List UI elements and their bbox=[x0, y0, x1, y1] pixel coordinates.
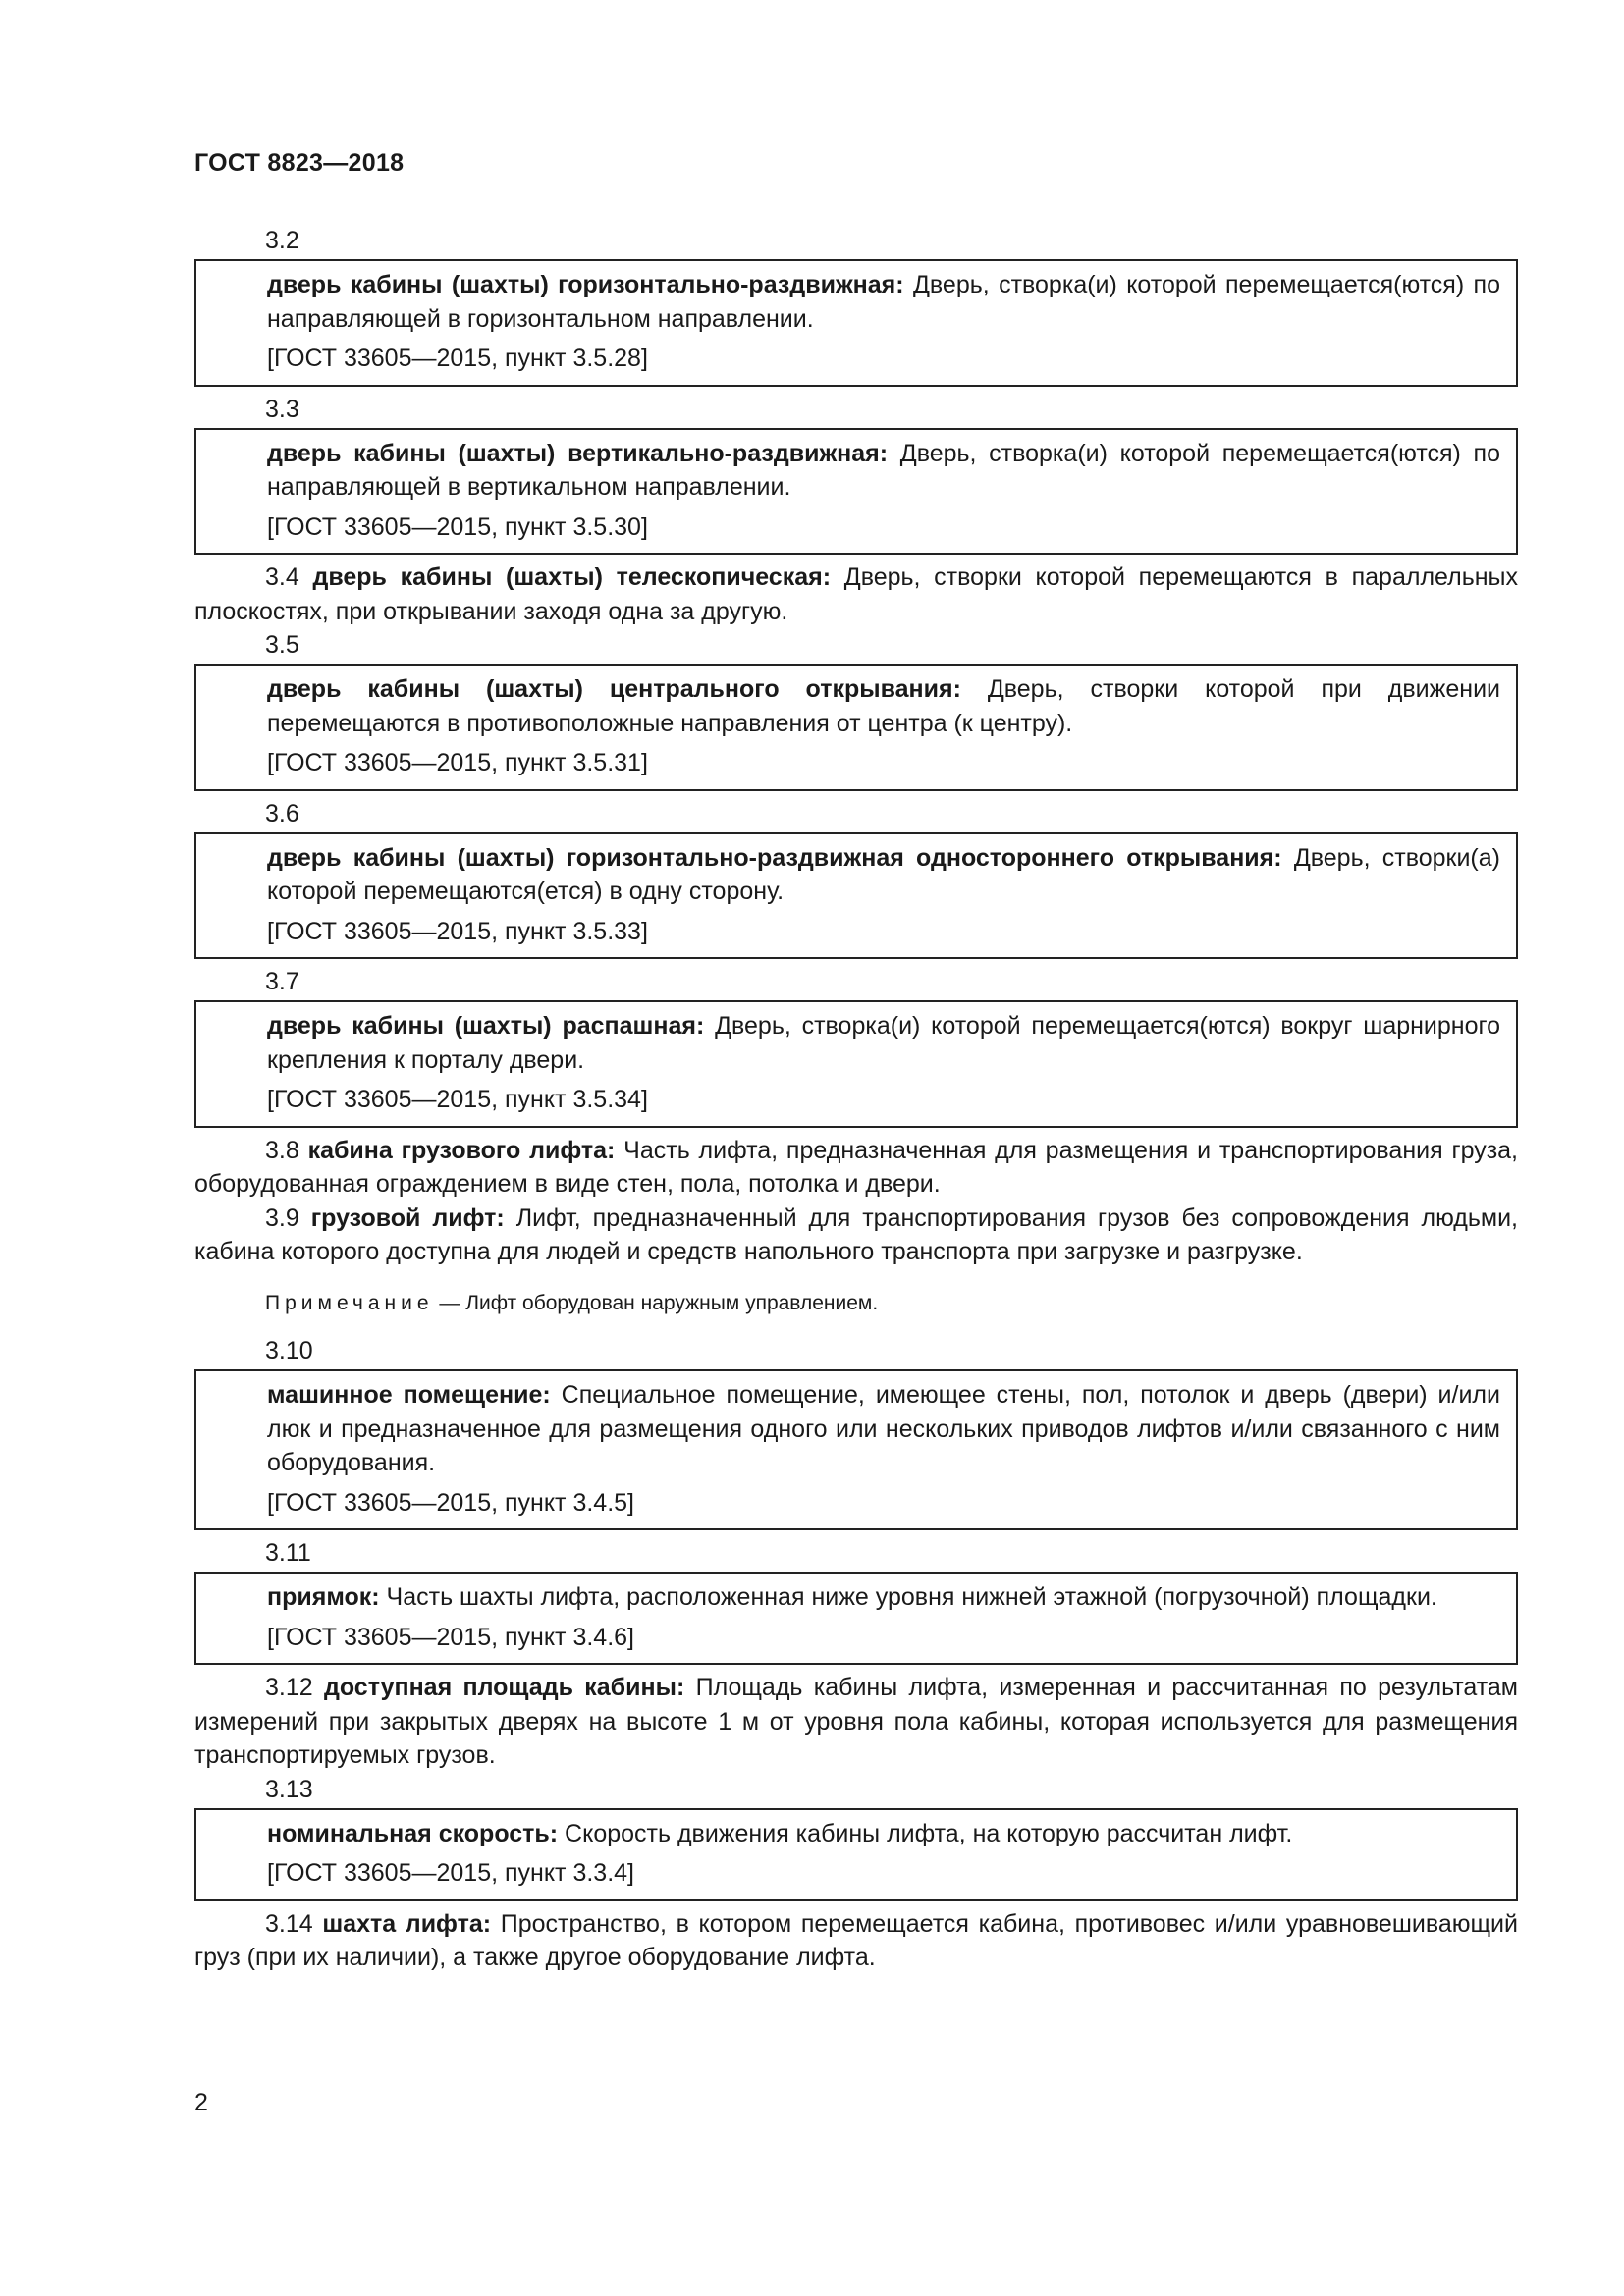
definition: Часть лифта, предназначенная для размещения и транспортирования груза, оборудованная ограждением в виде стен, пола, потолка и двери. bbox=[194, 1136, 1519, 1198]
paragraph-3-4 bbox=[194, 561, 1518, 628]
definition: Скорость движения кабины лифта, на которую рассчитан лифт. bbox=[558, 1819, 1293, 1847]
definition-text bbox=[267, 1378, 1500, 1480]
page-number: 2 bbox=[194, 2089, 208, 2116]
source-reference: [ГОСТ 33605—2015, пункт 3.5.30] bbox=[267, 512, 648, 541]
entry-number: 3.12 bbox=[265, 1674, 324, 1701]
term: шахта лифта: bbox=[322, 1909, 492, 1938]
entry-number: 3.14 bbox=[265, 1909, 323, 1938]
definition-box-3-5 bbox=[194, 664, 1518, 791]
definition-text bbox=[267, 672, 1500, 740]
definition: Дверь, створка(и) которой перемещается(ются) вокруг шарнирного крепления к порталу двери. bbox=[267, 1012, 1500, 1074]
definition-box-3-7 bbox=[194, 1000, 1518, 1128]
definition: Лифт, предназначенный для транспортирования грузов без сопровождения людьми, кабина которого доступна для людей и средств напольного транспорта при загрузке и разгрузке. bbox=[194, 1203, 1518, 1265]
entry-number: 3.8 bbox=[265, 1136, 308, 1164]
definition-text bbox=[267, 437, 1500, 505]
page-content bbox=[194, 224, 1518, 1975]
term: дверь кабины (шахты) распашная: bbox=[267, 1012, 705, 1040]
entry-number: 3.9 bbox=[265, 1203, 311, 1232]
entry-number: 3.10 bbox=[265, 1337, 313, 1364]
term: дверь кабины (шахты) горизонтально-раздвижная: bbox=[267, 271, 904, 298]
paragraph-3-12 bbox=[194, 1671, 1518, 1773]
source-reference: [ГОСТ 33605—2015, пункт 3.5.33] bbox=[267, 917, 648, 945]
note-3-9 bbox=[265, 1287, 1518, 1321]
definition-text bbox=[267, 1817, 1500, 1851]
definition-text bbox=[267, 841, 1500, 909]
entry-number: 3.11 bbox=[265, 1539, 311, 1567]
entry-number: 3.13 bbox=[265, 1775, 313, 1803]
note-text: — Лифт оборудован наружным управлением. bbox=[433, 1291, 879, 1314]
document-header: ГОСТ 8823—2018 bbox=[194, 149, 405, 177]
entry-number: 3.2 bbox=[265, 227, 299, 254]
term: дверь кабины (шахты) вертикально-раздвижная: bbox=[267, 439, 889, 467]
term: дверь кабины (шахты) телескопическая: bbox=[312, 563, 832, 591]
term: машинное помещение: bbox=[267, 1381, 551, 1409]
term: приямок: bbox=[267, 1583, 380, 1611]
definition-text bbox=[267, 268, 1500, 336]
note-label: Примечание bbox=[265, 1291, 434, 1314]
term: доступная площадь кабины: bbox=[323, 1674, 685, 1701]
definition: Дверь, створки(а) которой перемещаются(ется) в одну сторону. bbox=[267, 843, 1500, 905]
definition: Дверь, створки которой при движении перемещаются в противоположные направления от центра (к центру). bbox=[267, 675, 1501, 737]
entry-number: 3.3 bbox=[265, 395, 299, 423]
definition-box-3-3 bbox=[194, 428, 1518, 556]
definition-box-3-2 bbox=[194, 259, 1518, 387]
definition: Часть шахты лифта, расположенная ниже уровня нижней этажной (погрузочной) площадки. bbox=[379, 1583, 1437, 1611]
definition: Дверь, створки которой перемещаются в параллельных плоскостях, при открывании заходя одна за другую. bbox=[194, 563, 1518, 625]
paragraph-3-9 bbox=[194, 1201, 1518, 1269]
entry-number: 3.5 bbox=[265, 631, 299, 659]
term: номинальная скорость: bbox=[267, 1819, 559, 1847]
source-reference: [ГОСТ 33605—2015, пункт 3.5.28] bbox=[267, 345, 648, 372]
definition-box-3-13 bbox=[194, 1808, 1518, 1901]
term: грузовой лифт: bbox=[310, 1203, 505, 1232]
term: дверь кабины (шахты) центрального открывания: bbox=[267, 675, 961, 703]
source-reference: [ГОСТ 33605—2015, пункт 3.4.6] bbox=[267, 1623, 634, 1651]
source-reference: [ГОСТ 33605—2015, пункт 3.4.5] bbox=[267, 1488, 634, 1517]
paragraph-3-8 bbox=[194, 1134, 1518, 1201]
definition-box-3-11 bbox=[194, 1572, 1518, 1665]
definition: Дверь, створка(и) которой перемещается(ются) по направляющей в горизонтальном направлении. bbox=[267, 271, 1500, 333]
term: кабина грузового лифта: bbox=[307, 1136, 616, 1164]
source-reference: [ГОСТ 33605—2015, пункт 3.5.31] bbox=[267, 749, 648, 776]
definition: Пространство, в котором перемещается кабина, противовес и/или уравновешивающий груз (при их наличии), а также другое оборудование лифта. bbox=[194, 1909, 1518, 1971]
definition: Дверь, створка(и) которой перемещается(ются) по направляющей в вертикальном направлении. bbox=[267, 439, 1500, 501]
definition: Специальное помещение, имеющее стены, пол, потолок и дверь (двери) и/или люк и предназначенное для размещения одного или нескольких приводов лифтов и/или связанного с ним оборудования. bbox=[267, 1381, 1500, 1476]
definition-box-3-10 bbox=[194, 1369, 1518, 1530]
term: дверь кабины (шахты) горизонтально-раздвижная одностороннего открывания: bbox=[267, 843, 1282, 872]
source-reference: [ГОСТ 33605—2015, пункт 3.5.34] bbox=[267, 1086, 648, 1113]
definition: Площадь кабины лифта, измеренная и рассчитанная по результатам измерений при закрытых дверях на высоте 1 м от уровня пола кабины, которая используется для размещения транспортируемых грузов. bbox=[194, 1674, 1518, 1769]
entry-number: 3.4 bbox=[265, 563, 313, 591]
source-reference: [ГОСТ 33605—2015, пункт 3.3.4] bbox=[267, 1859, 634, 1887]
paragraph-3-14 bbox=[194, 1907, 1518, 1975]
definition-box-3-6 bbox=[194, 832, 1518, 960]
definition-text bbox=[267, 1009, 1500, 1077]
entry-number: 3.7 bbox=[265, 968, 299, 995]
entry-number: 3.6 bbox=[265, 799, 299, 828]
definition-text bbox=[267, 1580, 1500, 1615]
